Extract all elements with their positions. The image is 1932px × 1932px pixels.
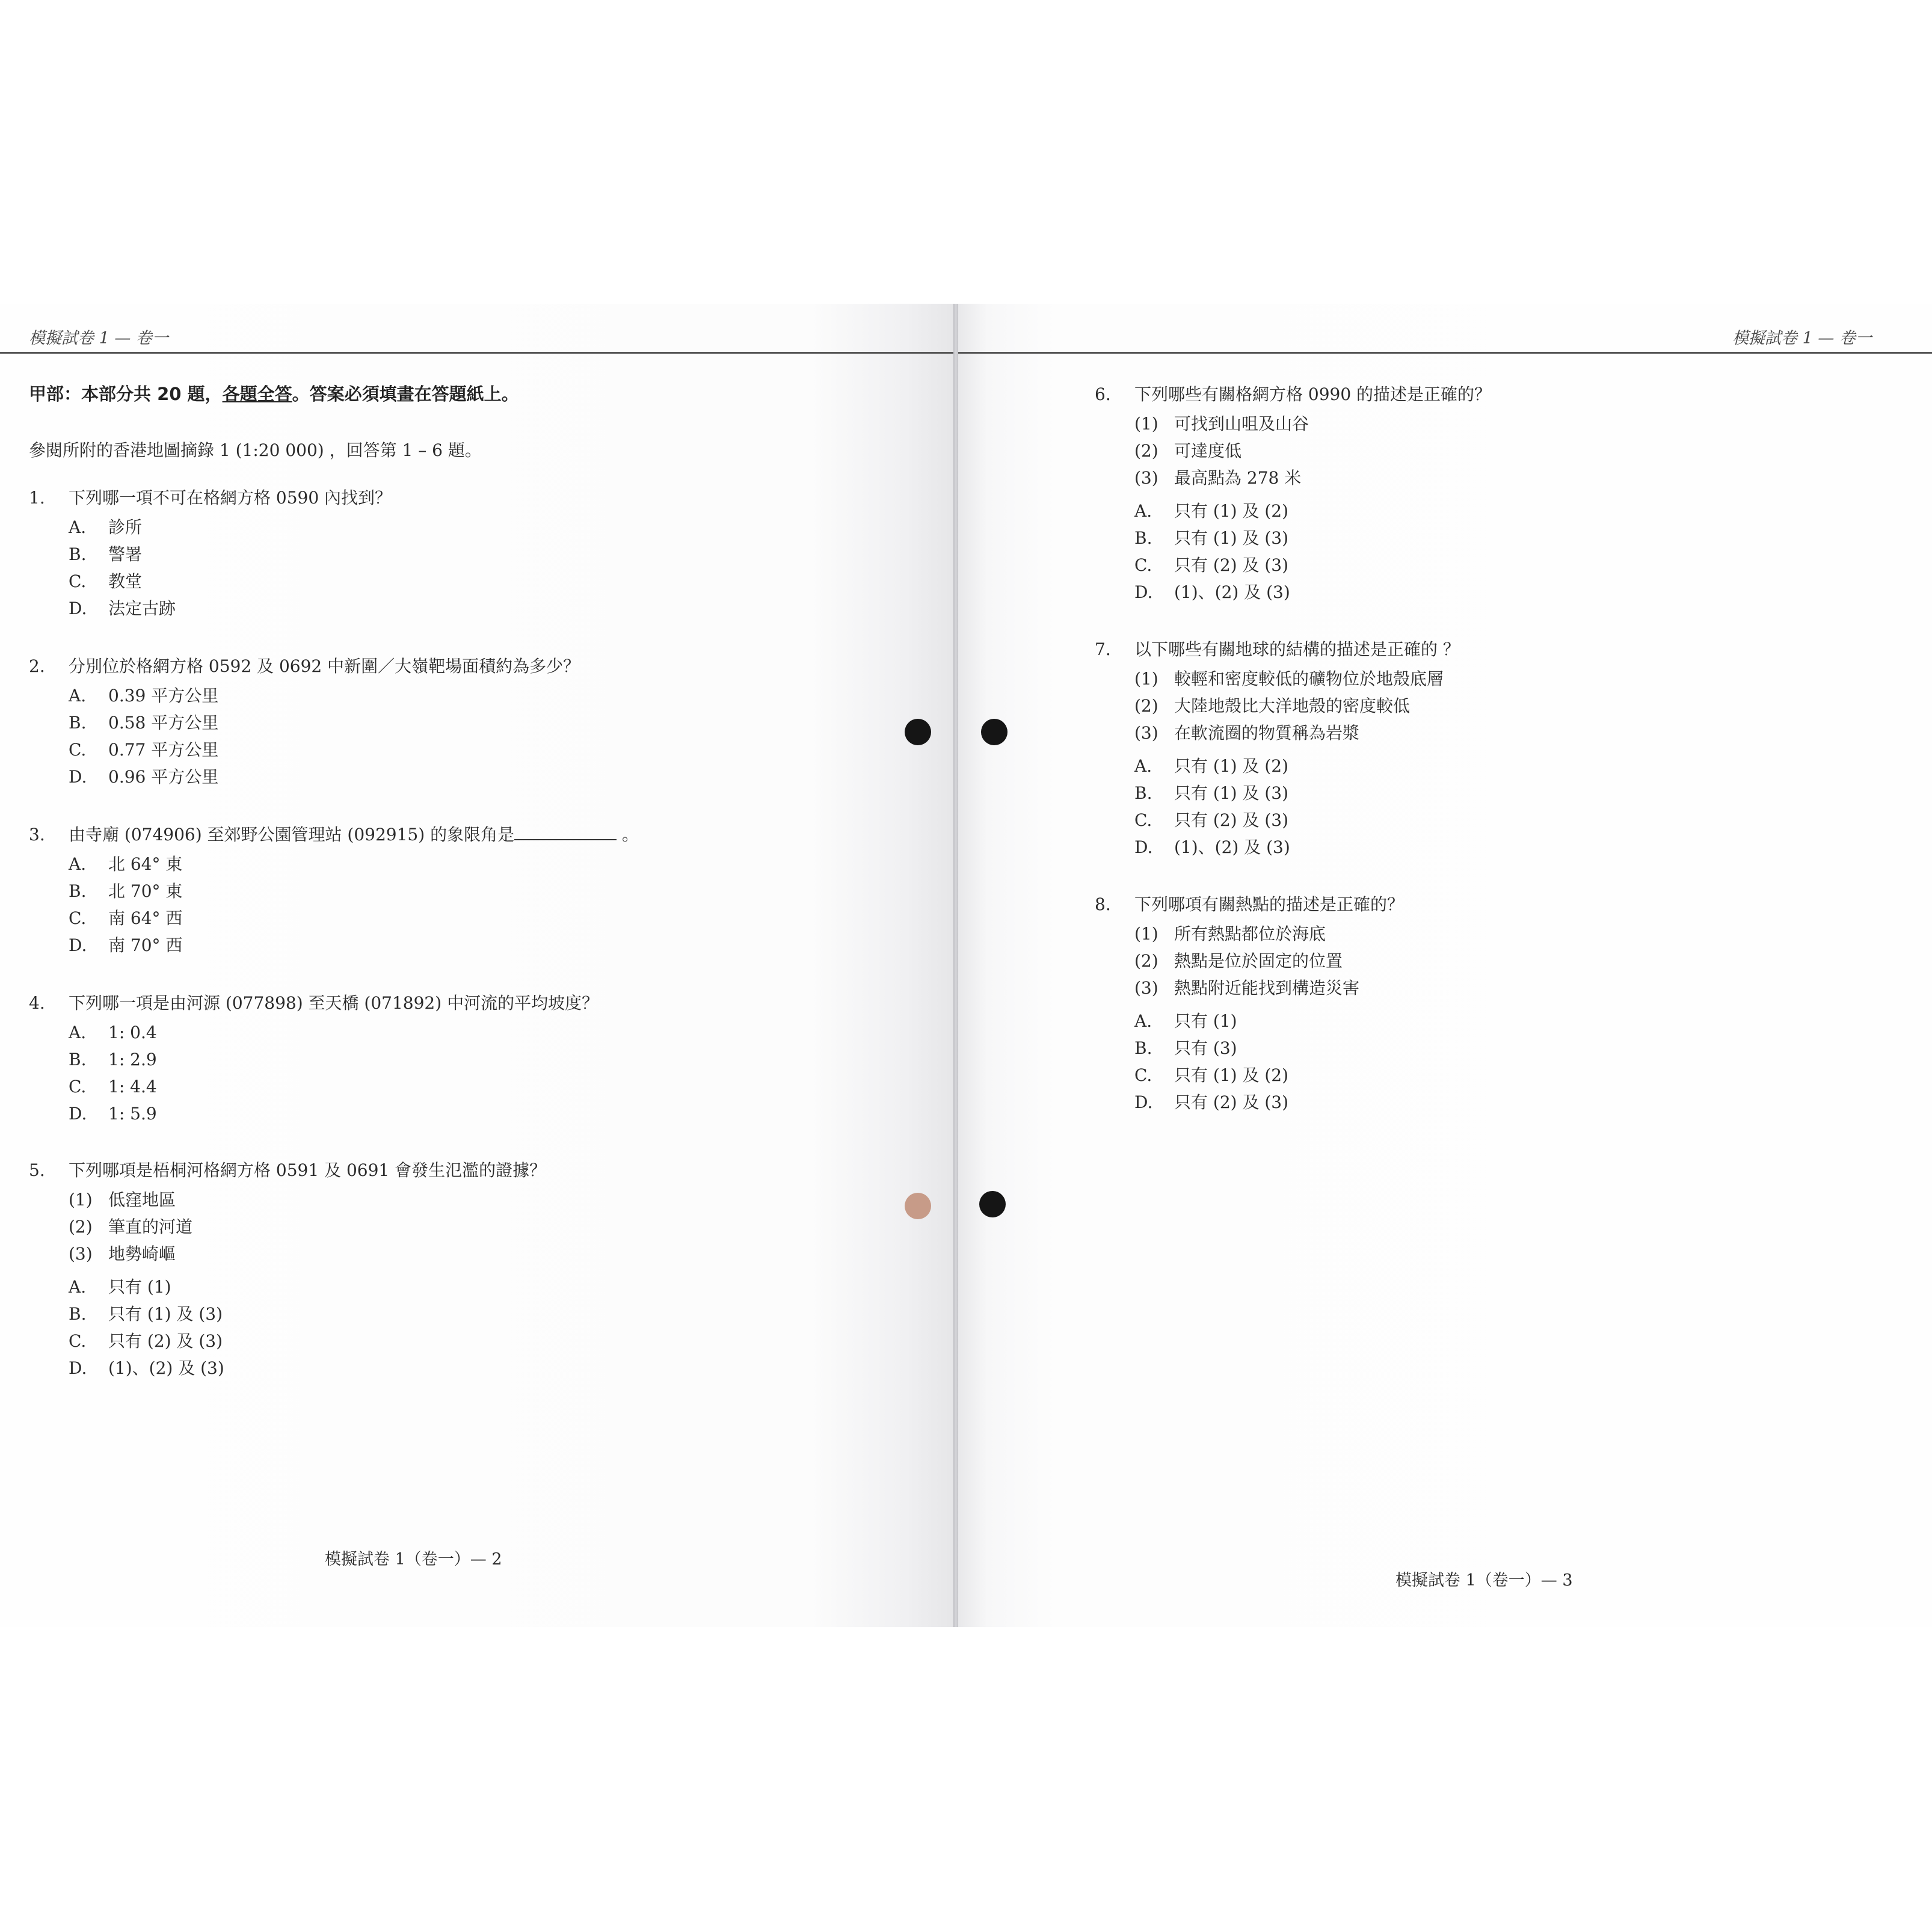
option-c[interactable] <box>29 568 392 595</box>
option-text: 南 64° 西 <box>108 908 183 928</box>
option-a[interactable] <box>29 1019 598 1046</box>
option-label: C. <box>69 571 87 591</box>
punch-hole <box>905 719 931 745</box>
option-a[interactable] <box>29 1273 546 1300</box>
question-number: 5. <box>29 1160 45 1180</box>
option-a[interactable] <box>1095 752 1460 780</box>
option-c[interactable] <box>1095 807 1460 834</box>
question-number: 4. <box>29 993 45 1013</box>
option-label: D. <box>1134 582 1153 602</box>
question-4 <box>29 989 598 1127</box>
option-text: 南 70° 西 <box>108 935 183 955</box>
option-label: C. <box>1134 555 1152 575</box>
punch-hole <box>981 719 1008 745</box>
option-text: 法定古跡 <box>108 598 176 618</box>
option-label: D. <box>69 598 87 618</box>
option-d[interactable] <box>1095 579 1491 606</box>
running-head: 模擬試卷 1 — 卷一 <box>1732 329 1872 348</box>
option-label: B. <box>69 1304 87 1324</box>
section-heading-text: 甲部：本部分共 20 題， <box>29 384 223 404</box>
statement-label: (2) <box>1134 441 1158 461</box>
option-label: D. <box>1134 837 1153 857</box>
option-a[interactable] <box>29 514 392 541</box>
instructions: 參閱所附的香港地圖摘錄 1 (1:20 000) ，回答第 1 – 6 題。 <box>29 440 482 460</box>
option-b[interactable] <box>29 709 580 736</box>
option-text: 只有 (2) 及 (3) <box>108 1331 223 1351</box>
option-text: 0.58 平方公里 <box>108 713 219 733</box>
question-stem: 由寺廟 (074906) 至郊野公園管理站 (092915) 的象限角是 <box>69 825 515 844</box>
statement-list <box>29 1186 546 1267</box>
question-stem: 下列哪項有關熱點的描述是正確的？ <box>1134 894 1404 914</box>
option-c[interactable] <box>29 736 580 763</box>
question-stem-end: 。 <box>617 825 639 844</box>
book-gutter <box>953 304 958 1627</box>
option-label: C. <box>1134 810 1152 830</box>
option-text: 只有 (1) 及 (3) <box>1174 528 1289 548</box>
option-text: 北 70° 東 <box>108 881 183 901</box>
option-text: 北 64° 東 <box>108 854 183 874</box>
option-label: C. <box>69 1331 87 1351</box>
option-label: D. <box>69 1104 87 1124</box>
option-label: C. <box>69 740 87 760</box>
statement-text: 熱點附近能找到構造災害 <box>1174 978 1360 998</box>
option-d[interactable] <box>29 595 392 622</box>
question-6 <box>1095 381 1491 606</box>
option-text: 只有 (1) <box>1174 1011 1237 1031</box>
statement-text: 在軟流圈的物質稱為岩漿 <box>1174 723 1360 743</box>
statement-label: (3) <box>69 1244 93 1264</box>
option-a[interactable] <box>29 851 639 878</box>
option-text: 診所 <box>108 517 143 537</box>
option-label: B. <box>69 881 87 901</box>
option-text: 只有 (2) 及 (3) <box>1174 810 1289 830</box>
option-label: C. <box>69 908 87 928</box>
option-label: C. <box>69 1077 87 1097</box>
option-text: 1: 5.9 <box>108 1104 157 1124</box>
statement-text: 可找到山咀及山谷 <box>1174 414 1309 434</box>
question-stem: 以下哪些有關地球的結構的描述是正確的 ？ <box>1134 639 1460 659</box>
option-text: 只有 (1) 及 (2) <box>1174 756 1289 776</box>
statement-2 <box>29 1213 546 1240</box>
option-text: 只有 (3) <box>1174 1038 1237 1058</box>
statement-label: (1) <box>1134 669 1158 689</box>
option-label: B. <box>1134 783 1152 803</box>
option-text: 教堂 <box>108 571 143 591</box>
option-b[interactable] <box>29 541 392 568</box>
option-b[interactable] <box>1095 780 1460 807</box>
statement-label: (3) <box>1134 978 1158 998</box>
statement-label: (1) <box>1134 414 1158 434</box>
question-number: 3. <box>29 825 45 844</box>
option-text: (1)、(2) 及 (3) <box>1174 837 1290 857</box>
option-text: 0.96 平方公里 <box>108 767 219 787</box>
statement-text: 可達度低 <box>1174 441 1242 461</box>
running-head: 模擬試卷 1 — 卷一 <box>29 329 168 348</box>
statement-1 <box>1095 410 1491 437</box>
option-c[interactable] <box>29 905 639 932</box>
question-number: 6. <box>1095 384 1111 404</box>
statement-text: 較輕和密度較低的礦物位於地殼底層 <box>1174 669 1444 689</box>
option-d[interactable] <box>29 932 639 959</box>
answer-blank <box>514 825 617 840</box>
statement-3 <box>29 1240 546 1267</box>
header-rule <box>0 352 953 354</box>
statement-label: (1) <box>1134 924 1158 944</box>
option-label: B. <box>1134 1038 1152 1058</box>
option-label: C. <box>1134 1065 1152 1085</box>
option-text: 只有 (2) 及 (3) <box>1174 1092 1289 1112</box>
option-d[interactable] <box>29 763 580 790</box>
statement-list <box>1095 410 1491 491</box>
option-text: 1: 4.4 <box>108 1077 157 1097</box>
statement-2 <box>1095 692 1460 719</box>
question-3 <box>29 821 639 959</box>
option-label: A. <box>69 517 87 537</box>
option-label: D. <box>69 767 87 787</box>
statement-label: (2) <box>69 1217 93 1237</box>
option-b[interactable] <box>29 878 639 905</box>
question-5 <box>29 1157 546 1382</box>
statement-text: 大陸地殼比大洋地殼的密度較低 <box>1174 696 1411 716</box>
option-label: A. <box>1134 1011 1152 1031</box>
option-text: 只有 (1) 及 (3) <box>1174 783 1289 803</box>
option-text: 只有 (1) <box>108 1277 171 1297</box>
statement-label: (2) <box>1134 951 1158 971</box>
option-label: B. <box>69 713 87 733</box>
option-text: 警署 <box>108 544 143 564</box>
option-text: 只有 (2) 及 (3) <box>1174 555 1289 575</box>
option-c[interactable] <box>29 1073 598 1100</box>
question-8 <box>1095 891 1404 1116</box>
option-label: A. <box>69 1277 87 1297</box>
option-text: 只有 (1) 及 (3) <box>108 1304 223 1324</box>
option-label: A. <box>69 1023 87 1042</box>
statement-label: (3) <box>1134 468 1158 488</box>
statement-text: 熱點是位於固定的位置 <box>1174 951 1343 971</box>
statement-text: 筆直的河道 <box>108 1217 193 1237</box>
option-b[interactable] <box>29 1046 598 1073</box>
option-text: 0.39 平方公里 <box>108 686 219 706</box>
question-stem: 下列哪項是梧桐河格網方格 0591 及 0691 會發生氾濫的證據？ <box>69 1160 547 1180</box>
statement-2 <box>1095 947 1404 974</box>
statement-1 <box>1095 665 1460 692</box>
statement-3 <box>1095 719 1460 746</box>
left-page <box>0 304 953 1627</box>
option-label: B. <box>69 544 87 564</box>
statement-text: 地勢崎嶇 <box>108 1244 176 1264</box>
option-b[interactable] <box>1095 525 1491 552</box>
option-b[interactable] <box>29 1300 546 1327</box>
option-text: (1)、(2) 及 (3) <box>1174 582 1290 602</box>
question-stem: 下列哪一項是由河源 (077898) 至天橋 (071892) 中河流的平均坡度？ <box>69 993 599 1013</box>
option-text: 只有 (1) 及 (2) <box>1174 1065 1289 1085</box>
section-heading-text-end: 。答案必須填畫在答題紙上。 <box>292 384 519 404</box>
question-number: 8. <box>1095 894 1111 914</box>
punch-hole <box>905 1193 931 1219</box>
question-stem: 下列哪些有關格網方格 0990 的描述是正確的？ <box>1134 384 1492 404</box>
question-2 <box>29 653 580 790</box>
option-label: A. <box>69 686 87 706</box>
option-c[interactable] <box>1095 552 1491 579</box>
statement-text: 最高點為 278 米 <box>1174 468 1302 488</box>
option-b[interactable] <box>1095 1035 1404 1062</box>
statement-list <box>1095 665 1460 746</box>
question-number: 7. <box>1095 639 1111 659</box>
option-label: D. <box>69 1358 87 1378</box>
option-d[interactable] <box>29 1355 546 1382</box>
statement-label: (3) <box>1134 723 1158 743</box>
statement-list <box>1095 920 1404 1001</box>
question-7 <box>1095 636 1460 861</box>
option-a[interactable] <box>29 682 580 709</box>
statement-label: (2) <box>1134 696 1158 716</box>
scanned-spread <box>0 304 1932 1627</box>
option-text: 只有 (1) 及 (2) <box>1174 501 1289 521</box>
question-number: 2. <box>29 656 45 676</box>
option-label: D. <box>1134 1092 1153 1112</box>
statement-1 <box>29 1186 546 1213</box>
option-text: 1: 2.9 <box>108 1050 157 1069</box>
option-label: A. <box>69 854 87 874</box>
option-label: B. <box>1134 528 1152 548</box>
option-d[interactable] <box>1095 834 1460 861</box>
option-a[interactable] <box>1095 1008 1404 1035</box>
option-text: 0.77 平方公里 <box>108 740 219 760</box>
statement-text: 低窪地區 <box>108 1190 176 1210</box>
punch-hole <box>979 1191 1006 1217</box>
page-footer: 模擬試卷 1（卷一）— 2 <box>325 1550 502 1569</box>
option-c[interactable] <box>1095 1062 1404 1089</box>
option-text: (1)、(2) 及 (3) <box>108 1358 224 1378</box>
statement-text: 所有熱點都位於海底 <box>1174 924 1326 944</box>
statement-label: (1) <box>69 1190 93 1210</box>
question-stem: 分別位於格網方格 0592 及 0692 中新圍／大嶺靶場面積約為多少？ <box>69 656 580 676</box>
page-footer: 模擬試卷 1（卷一）— 3 <box>1395 1571 1573 1590</box>
option-label: A. <box>1134 756 1152 776</box>
option-d[interactable] <box>29 1100 598 1127</box>
section-heading <box>29 381 519 405</box>
right-page <box>958 304 1932 1627</box>
statement-3 <box>1095 974 1404 1001</box>
section-heading-emphasis: 各題全答 <box>222 384 292 404</box>
question-number: 1. <box>29 488 45 508</box>
option-text: 1: 0.4 <box>108 1023 157 1042</box>
option-d[interactable] <box>1095 1089 1404 1116</box>
option-label: D. <box>69 935 87 955</box>
option-label: B. <box>69 1050 87 1069</box>
statement-2 <box>1095 437 1491 464</box>
statement-1 <box>1095 920 1404 947</box>
option-c[interactable] <box>29 1327 546 1355</box>
question-1 <box>29 484 392 622</box>
option-label: A. <box>1134 501 1152 521</box>
header-rule <box>958 352 1932 354</box>
statement-3 <box>1095 464 1491 491</box>
question-stem: 下列哪一項不可在格網方格 0590 內找到？ <box>69 488 392 508</box>
option-a[interactable] <box>1095 497 1491 525</box>
